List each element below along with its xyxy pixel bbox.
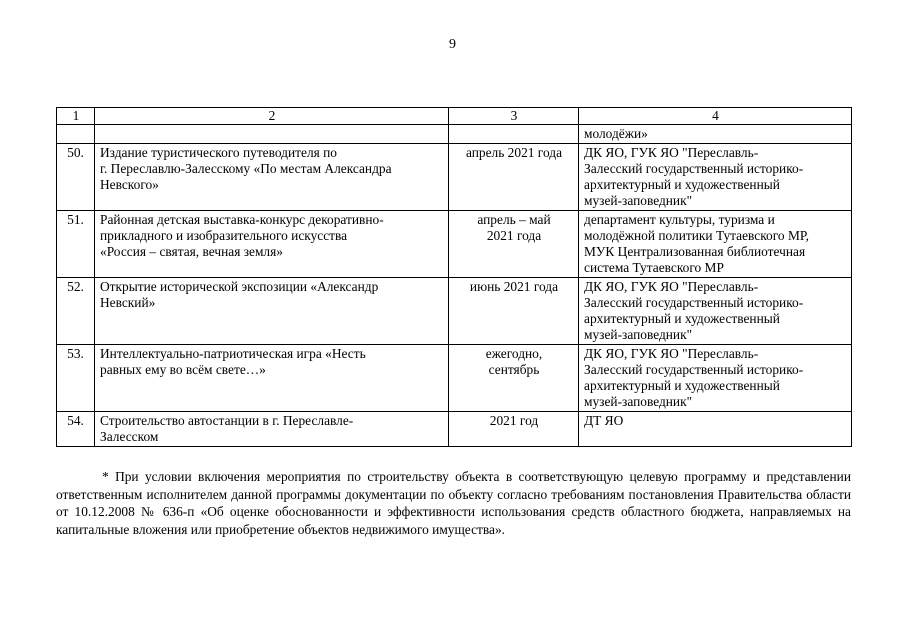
row-event	[95, 125, 449, 144]
row-responsible: ДК ЯО, ГУК ЯО "Переславль- Залесский государственный историко- архитектурный и художественный музей-заповедник"	[579, 278, 852, 345]
row-event: Интеллектуально-патриотическая игра «Несть равных ему во всём свете…»	[95, 345, 449, 412]
header-col-4: 4	[579, 108, 852, 125]
row-responsible: ДК ЯО, ГУК ЯО "Переславль- Залесский государственный историко- архитектурный и художественный музей-заповедник"	[579, 144, 852, 211]
table-row-continuation	[57, 125, 852, 144]
row-date	[449, 125, 579, 144]
row-date: апрель 2021 года	[449, 144, 579, 211]
row-number: 54.	[57, 412, 95, 447]
table-row	[57, 412, 852, 447]
row-event: Открытие исторической экспозиции «Александр Невский»	[95, 278, 449, 345]
row-number	[57, 125, 95, 144]
header-col-1: 1	[57, 108, 95, 125]
row-number: 51.	[57, 211, 95, 278]
row-event: Строительство автостанции в г. Переславле- Залесском	[95, 412, 449, 447]
page-number: 9	[449, 37, 456, 52]
footnote: * При условии включения мероприятия по строительству объекта в соответствующую целевую программу и представлении ответственным исполнителем данной программы документации по объекту согласно требованиям постановления Правительства области от 10.12.2008 № 636-п «Об оценке обоснованности и эффективности использования средств областного бюджета, направляемых на капитальные вложения или приобретение объектов недвижимого имущества».	[56, 469, 851, 537]
row-responsible: молодёжи»	[579, 125, 852, 144]
row-date: июнь 2021 года	[449, 278, 579, 345]
row-responsible: ДТ ЯО	[579, 412, 852, 447]
table-row	[57, 345, 852, 412]
row-date: ежегодно, сентябрь	[449, 345, 579, 412]
row-event: Районная детская выставка-конкурс декоративно- прикладного и изобразительного искусства «Россия – святая, вечная земля»	[95, 211, 449, 278]
table-header-row	[57, 108, 852, 125]
row-number: 53.	[57, 345, 95, 412]
row-event: Издание туристического путеводителя по г. Переславлю-Залесскому «По местам Александра Невского»	[95, 144, 449, 211]
row-number: 52.	[57, 278, 95, 345]
row-date: 2021 год	[449, 412, 579, 447]
table-row	[57, 144, 852, 211]
row-responsible: ДК ЯО, ГУК ЯО "Переславль- Залесский государственный историко- архитектурный и художественный музей-заповедник"	[579, 345, 852, 412]
table-row	[57, 278, 852, 345]
table-row	[57, 211, 852, 278]
events-table	[56, 107, 852, 447]
row-number: 50.	[57, 144, 95, 211]
header-col-3: 3	[449, 108, 579, 125]
header-col-2: 2	[95, 108, 449, 125]
row-date: апрель – май 2021 года	[449, 211, 579, 278]
row-responsible: департамент культуры, туризма и молодёжной политики Тутаевского МР, МУК Централизованная библиотечная система Тутаевского МР	[579, 211, 852, 278]
